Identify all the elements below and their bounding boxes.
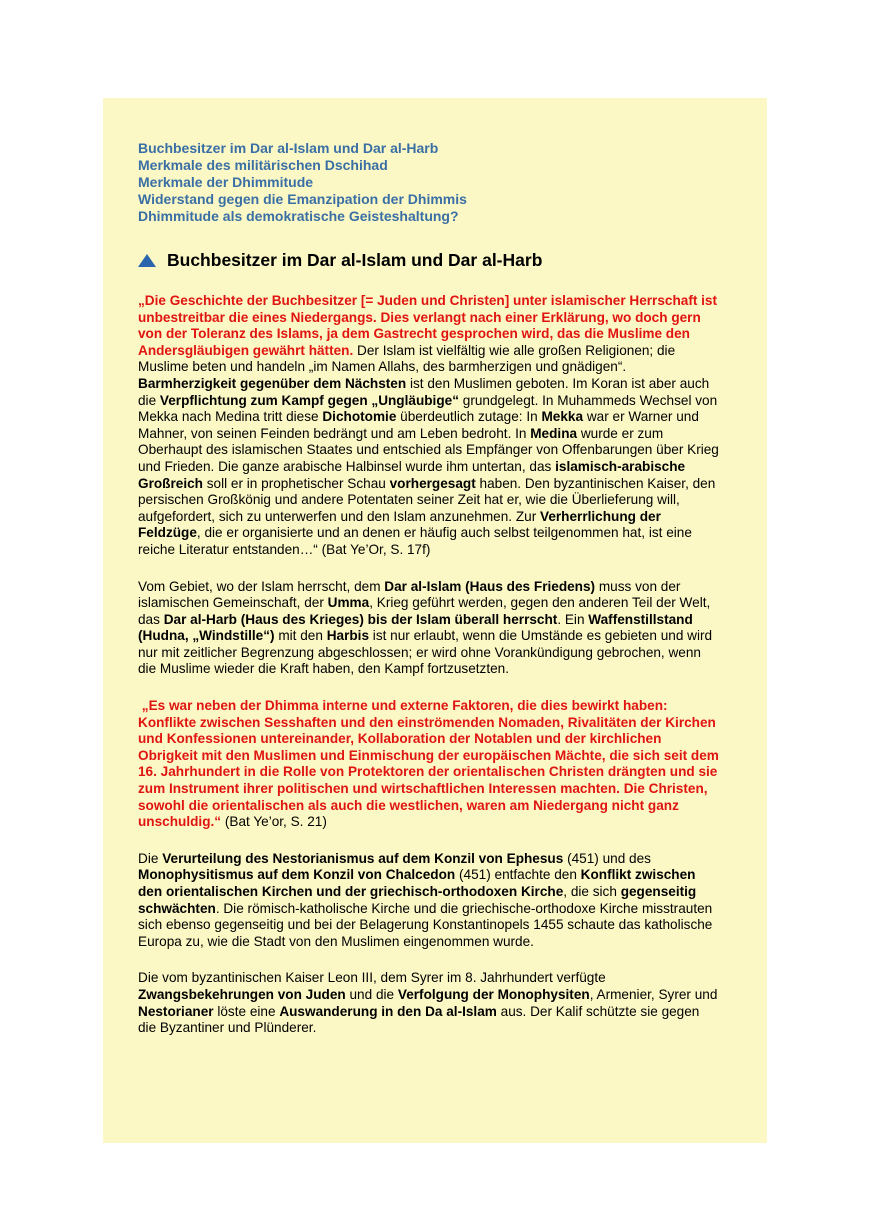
paragraph-leon-iii [138,970,720,1036]
text-run: , Armenier, Syrer und [589,986,718,1002]
text-run: Die vom byzantinischen Kaiser Leon III, dem Syrer im 8. Jahrhundert verfügte [138,970,606,986]
triangle-up-icon[interactable] [138,254,156,267]
text-run: Auswanderung in den Da al-Islam [279,1003,497,1019]
text-run: Dar al-Islam (Haus des Friedens) [384,578,596,594]
text-run: „Die Geschichte der Buchbesitzer [= Juden und Christen] unter islamischer Herrschaft ist unbestreitbar die eines Niedergangs. Dies verlangt nach einer Erklärung, wo doch gern von der Toleranz des Islams, ja dem Gastrecht gesprochen wird, das die Muslime den Andersgläubigen gewährt hätten. [138,293,718,358]
text-run: Der Islam ist vielfältig wie alle großen Religionen; die Muslime beten und handeln „im Namen Allahs, des barmherzigen und gnädigen“. [138,342,676,375]
text-run: (451) entfachte den [455,867,581,883]
toc-link-emanzipation[interactable]: Widerstand gegen die Emanzipation der Dhimmis [138,191,467,207]
paragraph-konzile [138,851,720,951]
text-run: Harbis [326,628,370,644]
text-run: . Die römisch-katholische Kirche und die griechische-orthodoxe Kirche misstrauten sich ebenso gegenseitig und bei der Belagerung Konstantinopels 1455 schaute das katholische Europa zu, wie die Stadt von den Muslimen eingenommen wurde. [138,900,713,949]
table-of-contents [138,140,767,225]
text-run: überdeutlich zutage: In [396,409,542,425]
text-run: Vom Gebiet, wo der Islam herrscht, dem [138,578,385,594]
text-run: Umma [327,595,370,611]
text-run: grundgelegt. In Muhammeds Wechsel von Mekka nach Medina tritt diese [138,392,718,425]
text-run: Nestorianer [138,1003,214,1019]
text-run: vorhergesagt [389,475,476,491]
body-text [138,293,767,1037]
toc-link-geisteshaltung[interactable]: Dhimmitude als demokratische Geisteshaltung? [138,208,459,224]
text-run: Verurteilung des Nestorianismus auf dem Konzil von Ephesus [162,850,564,866]
text-run: „Es war neben der Dhimma interne und externe Faktoren, die dies bewirkt haben: Konflikte zwischen Sesshaften und den einströmenden Nomaden, Rivalitäten der Kirchen und Konfessionen untereinander, Kollaboration der Notablen und der kirchlichen Obrigkeit mit den Muslimen und Einmischung der europäischen Mächte, die sich seit dem 16. Jahrhundert in die Rolle von Protektoren der orientalischen Christen drängten und sie zum Instrument ihrer politischen und wirtschaftlichen Interessen machten. Die Christen, sowohl die orientalischen als auch die westlichen, waren am Niedergang nicht ganz unschuldig.“ [138,698,719,830]
text-run: , Krieg geführt werden, gegen den anderen Teil der Welt, das [138,595,711,627]
text-run: Dar al-Harb (Haus des Krieges) bis der Islam überall herrscht [163,611,558,627]
section-heading-row [138,250,767,271]
text-run: Medina [530,425,578,441]
text-run: islamisch-arabische Großreich [138,458,686,491]
text-run: wurde er zum Oberhaupt des islamischen Staates und entschied als Empfänger von Offenbarungen über Krieg und Frieden. Die ganze arabische Halbinsel wurde ihm untertan, das [138,425,719,474]
text-run: , die er organisierte und an denen er häufig auch selbst teilgenommen hat, ist eine reiche Literatur entstanden…“ (Bat Ye’Or, S. 17f) [138,525,692,557]
text-run: Konflikt zwischen den orientalischen Kirchen und der griechisch-orthodoxen Kirche [138,867,696,899]
page-content [103,98,767,1037]
text-run: Monophysitismus auf dem Konzil von Chalcedon [138,867,456,883]
text-run: (451) und des [563,850,651,866]
text-run: , die sich [563,884,621,899]
text-run: Verpflichtung zum Kampf gegen „Ungläubige“ [159,392,459,408]
text-run: Die [138,850,163,866]
toc-link-buchbesitzer[interactable]: Buchbesitzer im Dar al-Islam und Dar al-Harb [138,140,439,156]
text-run: und die [345,986,398,1002]
text-run: (Bat Ye’or, S. 21) [221,814,327,830]
text-run: war er Warner und Mahner, von seinen Feinden bedrängt und am Leben bedroht. In [138,409,699,441]
text-run: Verherrlichung der Feldzüge [138,508,661,541]
text-run: Waffenstillstand (Hudna, „Windstille“) [138,611,693,644]
page-title: Buchbesitzer im Dar al-Islam und Dar al-Harb [167,250,543,270]
text-run: Zwangsbekehrungen von Juden [138,986,346,1002]
text-run: Barmherzigkeit gegenüber dem Nächsten [138,375,407,391]
text-run: soll er in prophetischer Schau [202,475,390,491]
text-run: ist den Muslimen geboten. Im Koran ist aber auch die [138,375,710,408]
text-run: gegenseitig schwächten [138,884,697,916]
text-run: haben. Den byzantinischen Kaiser, den persischen Großkönig und andere Potentaten seiner Zeit hat er, wie die Überlieferung will, aufgefordert, sich zu unterwerfen und den Islam anzunehmen. Zur [138,475,716,524]
document-page [103,98,767,1143]
paragraph-quote-niedergang [138,293,720,559]
paragraph-quote-dhimma [138,698,720,831]
text-run: Verfolgung der Monophysiten [397,986,590,1002]
text-run: ist nur erlaubt, wenn die Umstände es gebieten und wird nur mit zeitlicher Begrenzung abgeschlossen; er wird ohne Vorankündigung gebrochen, wenn die Muslime wieder die Kraft haben, den Kampf fortzusetzten. [138,628,713,677]
text-run: mit den [274,628,327,644]
text-run: . Ein [557,611,589,627]
paragraph-dar-al-islam [138,579,720,679]
text-run: Mekka [541,409,584,425]
text-run: löste eine [213,1003,280,1019]
toc-link-dhimmitude[interactable]: Merkmale der Dhimmitude [138,174,314,190]
toc-link-dschihad[interactable]: Merkmale des militärischen Dschihad [138,157,388,173]
text-run: muss von der islamischen Gemeinschaft, der [138,578,681,611]
text-run: Dichotomie [322,409,397,425]
text-run: aus. Der Kalif schützte sie gegen die Byzantiner und Plünderer. [138,1003,700,1036]
